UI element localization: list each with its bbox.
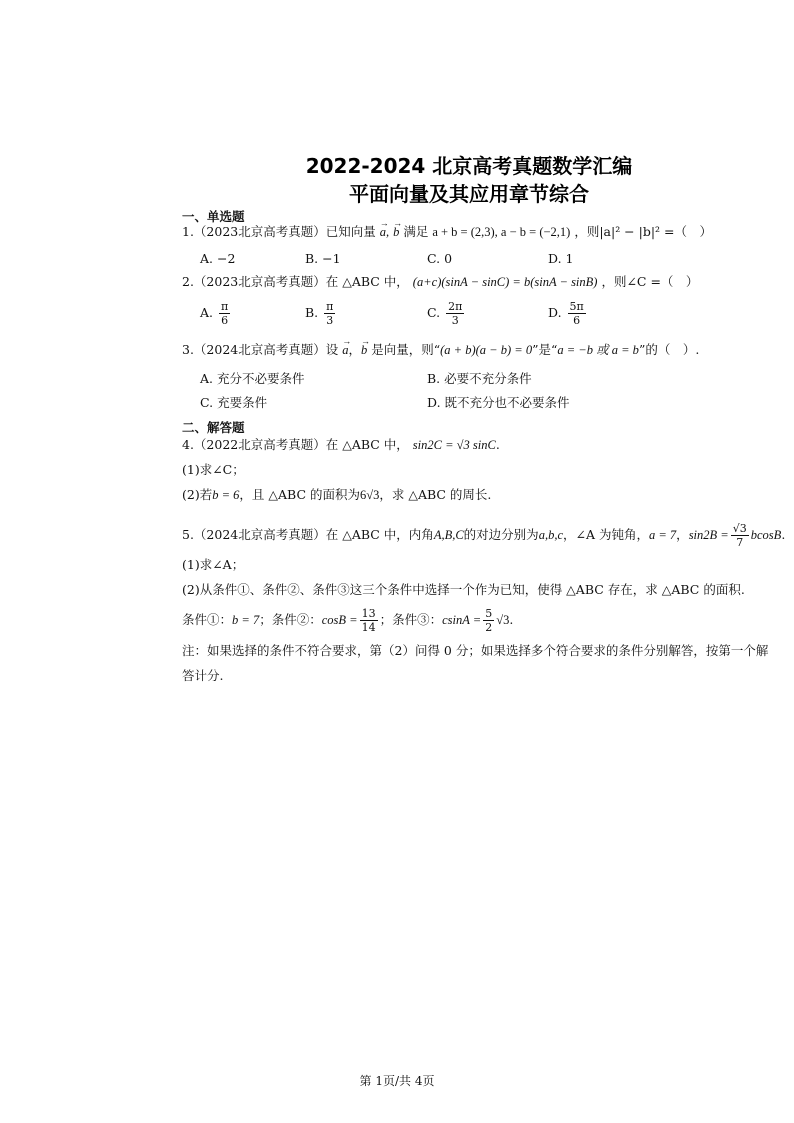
q4-p2-cond: b = 6	[212, 488, 240, 502]
q2-option-c-label: C.	[427, 305, 441, 320]
q5-cond-label-2: ；条件②：	[259, 612, 322, 627]
q3-vector-b: → b	[361, 343, 367, 357]
q4-part-1: (1)求∠C；	[182, 462, 245, 477]
q3-mid2: 是向量，则“	[371, 342, 441, 357]
q3-sep: ，	[348, 342, 361, 357]
q2-stem-text: 2.（2023北京高考真题）在 △ABC 中，	[182, 274, 409, 289]
q1-stem-b: 满足	[403, 224, 429, 239]
q3-condition-2: a = −b 或 a = b	[557, 343, 639, 357]
q2-option-c-den: 3	[451, 314, 459, 327]
question-1-stem	[182, 223, 712, 241]
q5-end: .	[781, 527, 786, 542]
q4-p2-val: 6√3	[359, 488, 380, 502]
q5-cond-val-3: csinA =	[442, 613, 482, 627]
q1-option-b: B. −1	[305, 251, 341, 266]
q1-option-a: A. −2	[200, 251, 236, 266]
q5-stem4: ，	[676, 527, 689, 542]
q2-option-a-num: π	[221, 300, 229, 313]
q1-option-d: D. 1	[548, 251, 574, 266]
q5-cond-2b: bcosB	[750, 528, 782, 542]
q2-option-d-num: 5π	[569, 300, 584, 313]
q3-option-a: A. 充分不必要条件	[200, 371, 305, 386]
q4-end: .	[495, 437, 500, 452]
q2-option-d-label: D.	[548, 305, 562, 320]
q4-p2-b: ，且 △ABC 的面积为	[239, 487, 360, 502]
q5-vars2: a,b,c	[538, 528, 563, 542]
q4-stem-text: 4.（2022北京高考真题）在 △ABC 中，	[182, 437, 409, 452]
q5-stem3: ，∠A 为钝角，	[563, 527, 649, 542]
question-5-stem	[182, 522, 785, 549]
page-title: 2022-2024 北京高考真题数学汇编	[305, 154, 633, 178]
question-4-stem	[182, 436, 500, 454]
q1-option-c: C. 0	[427, 251, 453, 266]
q5-cond-label-1: 条件①：	[182, 612, 233, 627]
q5-cond3-num: 5	[485, 607, 493, 620]
q4-p2-a: (2)若	[182, 487, 213, 502]
q5-cond-1: a = 7	[648, 528, 677, 542]
q5-cond-label-3: ；条件③：	[379, 612, 443, 627]
q3-option-d: D. 既不充分也不必要条件	[427, 395, 570, 410]
q1-stem-text: 1.（2023北京高考真题）已知向量	[182, 224, 376, 239]
page-subtitle: 平面向量及其应用章节综合	[349, 182, 589, 206]
q4-part-2	[182, 486, 491, 504]
q4-p2-c: ，求 △ABC 的周长.	[379, 487, 492, 502]
q5-note-line-1: 注：如果选择的条件不符合要求，第（2）问得 0 分；如果选择多个符合要求的条件分别解答，按第一个解	[182, 643, 769, 658]
q1-condition: a + b = (2,3), a − b = (−2,1)	[432, 225, 571, 239]
q5-cond-2a: sin2B =	[688, 528, 729, 542]
q2-option-b	[305, 300, 337, 327]
q2-condition: (a+c)(sinA − sinC) = b(sinA − sinB)	[412, 275, 598, 289]
page-footer: 第 1页/共 4页	[359, 1074, 435, 1088]
q5-cond2-num: 13	[361, 607, 376, 620]
q5-frac-den: 7	[736, 536, 744, 549]
q5-part-2: (2)从条件①、条件②、条件③这三个条件中选择一个作为已知，使得 △ABC 存在，求 △ABC 的面积.	[182, 582, 745, 597]
q5-conditions	[182, 607, 513, 634]
section-heading-single-choice: 一、单选题	[182, 209, 245, 224]
q2-option-d	[548, 300, 588, 327]
q2-option-c-num: 2π	[448, 300, 463, 313]
question-3-stem	[182, 341, 699, 359]
section-heading-solutions: 二、解答题	[182, 420, 245, 435]
q5-cond-val-2: cosB =	[321, 613, 358, 627]
q5-cond3-den: 2	[485, 621, 493, 634]
q3-stem-text: 3.（2024北京高考真题）设	[182, 342, 339, 357]
q5-cond-end: .	[509, 612, 514, 627]
q5-cond3-sqrt: √3	[496, 613, 510, 627]
q5-frac-num: √3	[732, 522, 747, 535]
q1-vector-b: → b	[393, 225, 399, 239]
q2-option-d-den: 6	[573, 314, 581, 327]
q5-cond2-den: 14	[361, 621, 376, 634]
q1-ask: ，则|a|² − |b|² =（ ）	[574, 224, 713, 239]
q5-part-1: (1)求∠A；	[182, 557, 245, 572]
q3-option-c: C. 充要条件	[200, 395, 268, 410]
q5-cond-val-1: b = 7	[232, 613, 260, 627]
q5-stem2: 的对边分别为	[463, 527, 539, 542]
q5-stem-text: 5.（2024北京高考真题）在 △ABC 中，内角	[182, 527, 434, 542]
q3-mid3: ”是“	[532, 342, 558, 357]
q2-ask: ，则∠C =（ ）	[601, 274, 699, 289]
q2-option-c	[427, 300, 466, 327]
q2-option-b-num: π	[326, 300, 334, 313]
q2-option-a-den: 6	[221, 314, 229, 327]
q5-note-line-2: 答计分.	[182, 668, 224, 683]
question-2-stem	[182, 273, 698, 291]
q5-vars: A,B,C	[433, 528, 464, 542]
q2-option-a	[200, 300, 232, 327]
q3-vector-a: → a	[342, 343, 348, 357]
q2-option-a-label: A.	[200, 305, 214, 320]
q2-option-b-label: B.	[305, 305, 319, 320]
q2-option-b-den: 3	[326, 314, 334, 327]
q1-vector-a: → a,	[380, 225, 389, 239]
q3-condition: (a + b)(a − b) = 0	[440, 343, 533, 357]
q3-ask: ”的（ ）.	[638, 342, 700, 357]
q3-option-b: B. 必要不充分条件	[427, 371, 532, 386]
q4-condition: sin2C = √3 sinC	[412, 438, 496, 452]
